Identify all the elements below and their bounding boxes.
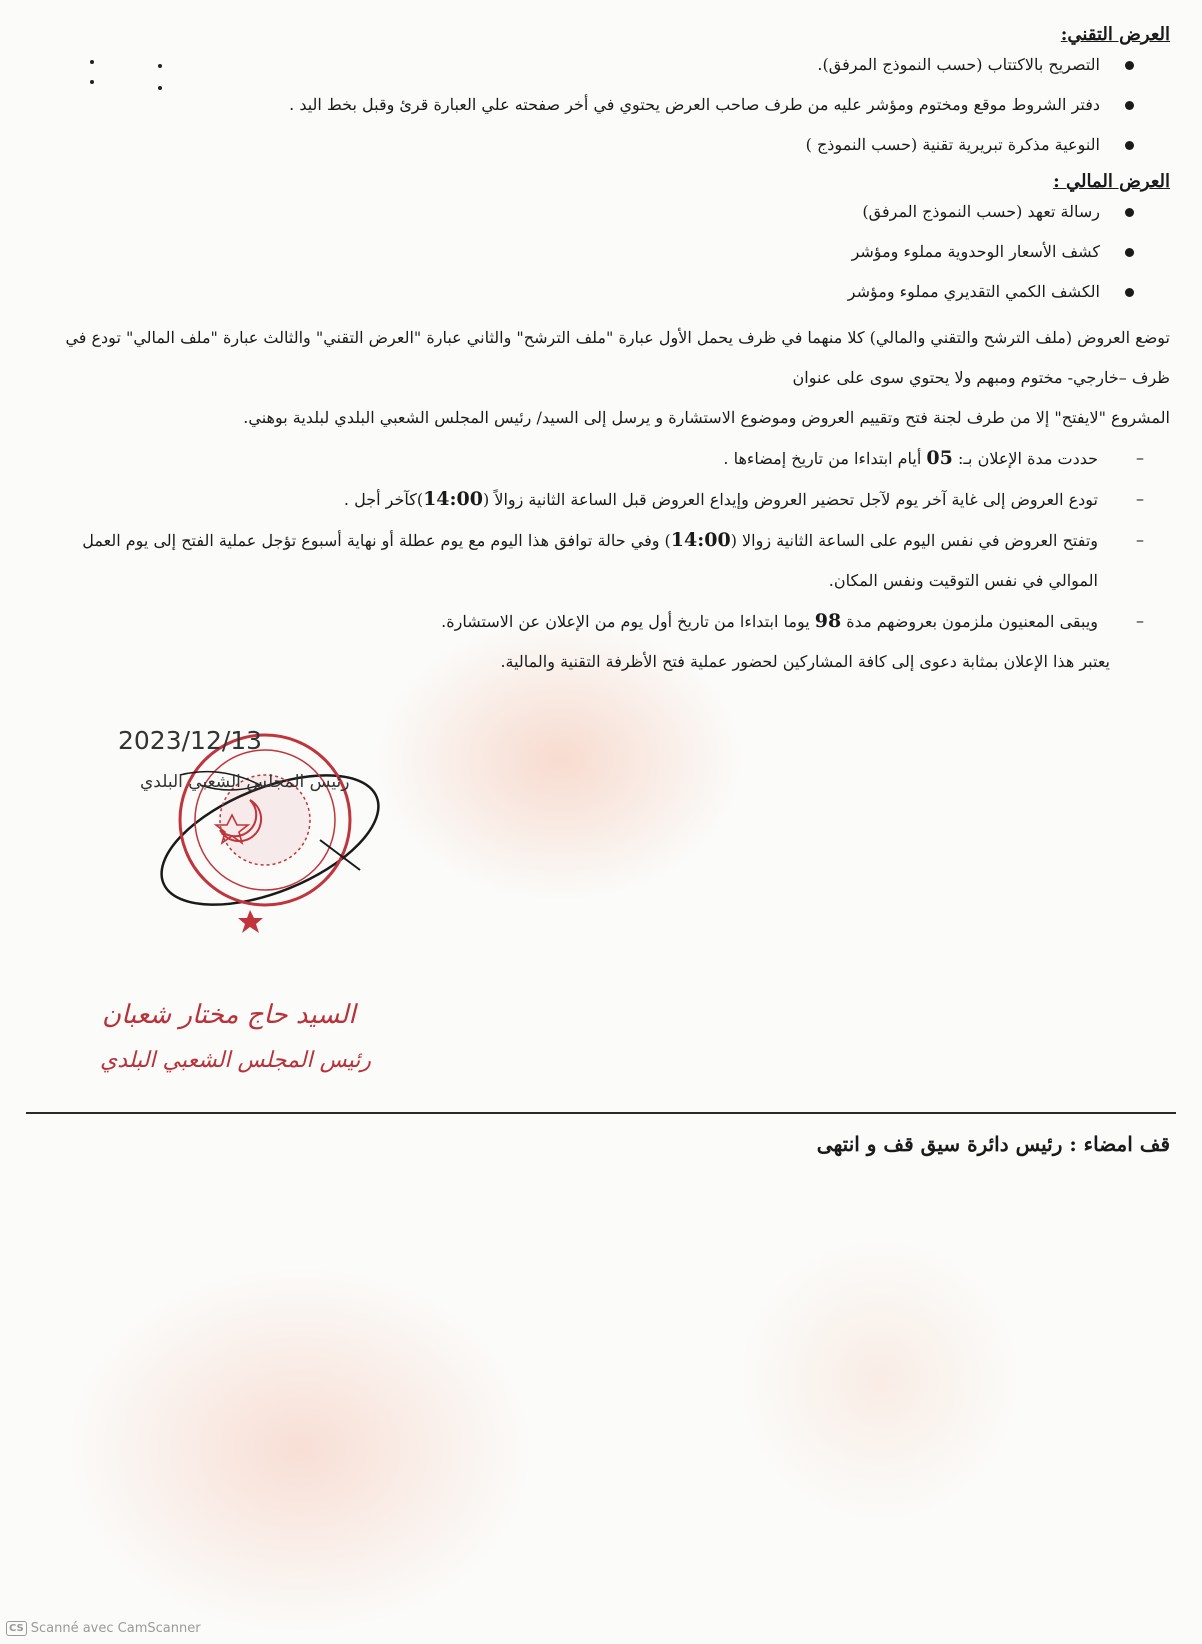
signature-date: 2023/12/13 — [118, 726, 263, 755]
watermark-text: Scanné avec CamScanner — [30, 1621, 201, 1636]
list-item: الكشف الكمي التقديري مملوء ومؤشر — [40, 278, 1170, 306]
technical-offer-list — [40, 51, 1170, 159]
list-item: رسالة تعهد (حسب النموذج المرفق) — [40, 198, 1170, 226]
technical-offer-heading: العرض التقني: — [1060, 24, 1170, 45]
bullet-icon — [1125, 61, 1134, 70]
bullet-icon — [1125, 248, 1134, 257]
financial-offer-heading: العرض المالي : — [1053, 171, 1170, 192]
dash-icon: – — [1136, 489, 1144, 508]
camscanner-watermark — [6, 1621, 201, 1636]
conditions-list — [40, 438, 1170, 642]
signature-title: رئيس المجلس الشعبي البلدي — [140, 772, 350, 792]
list-item: دفتر الشروط موقع ومختوم ومؤشر عليه من طرف صاحب العرض يحتوي في أخر صفحته علي العبارة قرئ وقبل بخط اليد . — [40, 91, 1170, 119]
divider — [26, 1112, 1176, 1114]
list-item: النوعية مذكرة تبريرية تقنية (حسب النموذج ) — [40, 131, 1170, 159]
document-content — [40, 18, 1170, 682]
bullet-icon — [1125, 208, 1134, 217]
bullet-icon — [1125, 101, 1134, 110]
signatory-name: السيد حاج مختار شعبان — [102, 1000, 356, 1030]
list-item: كشف الأسعار الوحدوية مملوء ومؤشر — [40, 238, 1170, 266]
dash-icon: – — [1136, 448, 1144, 467]
camscanner-logo-icon: CS — [6, 1621, 27, 1636]
financial-offer-list — [40, 198, 1170, 306]
opening-paragraph: المشروع "لايفتح" إلا من طرف لجنة فتح وتقييم العروض وموضوع الاستشارة و يرسل إلى السيد/ رئيس المجلس الشعبي البلدي لبلدية بوهني. — [243, 408, 1170, 427]
bullet-icon — [1125, 141, 1134, 150]
dash-icon: – — [1136, 611, 1144, 630]
approval-note: قف امضاء : رئيس دائرة سيق قف و انتهى — [816, 1132, 1170, 1156]
condition-item: – حددت مدة الإعلان بـ: 05 أيام ابتداءا من تاريخ إمضاءها . — [40, 438, 1170, 479]
condition-item: – وتفتح العروض في نفس اليوم على الساعة الثانية زوالا (14:00) وفي حالة توافق هذا اليوم مع يوم عطلة أو نهاية أسبوع تؤجل عملية الفتح إلى يوم العمل الموالي في نفس التوقيت ونفس المكان. — [40, 520, 1170, 601]
condition-item: – ويبقى المعنيون ملزمون بعروضهم مدة 98 يوما ابتداءا من تاريخ أول يوم من الإعلان عن الاستشارة. — [40, 601, 1170, 642]
closing-paragraph: يعتبر هذا الإعلان بمثابة دعوى إلى كافة المشاركين لحضور عملية فتح الأظرفة التقنية والمالية. — [500, 652, 1110, 671]
submission-paragraph: توضع العروض (ملف الترشح والتقني والمالي) كلا منهما في ظرف يحمل الأول عبارة "ملف الترشح" والثاني عبارة "العرض التقني" والثالث عبارة "ملف المالي" تودع في ظرف –خارجي- مختوم ومبهم ولا يحتوي سوى على عنوان — [65, 328, 1170, 387]
bullet-icon — [1125, 288, 1134, 297]
list-item: التصريح بالاكتتاب (حسب النموذج المرفق). — [40, 51, 1170, 79]
dash-icon: – — [1136, 530, 1144, 549]
condition-item: – تودع العروض إلى غاية آخر يوم لآجل تحضير العروض وإيداع العروض قبل الساعة الثانية زوالاً (14:00)كآخر أجل . — [40, 479, 1170, 520]
signatory-role: رئيس المجلس الشعبي البلدي — [100, 1048, 372, 1073]
